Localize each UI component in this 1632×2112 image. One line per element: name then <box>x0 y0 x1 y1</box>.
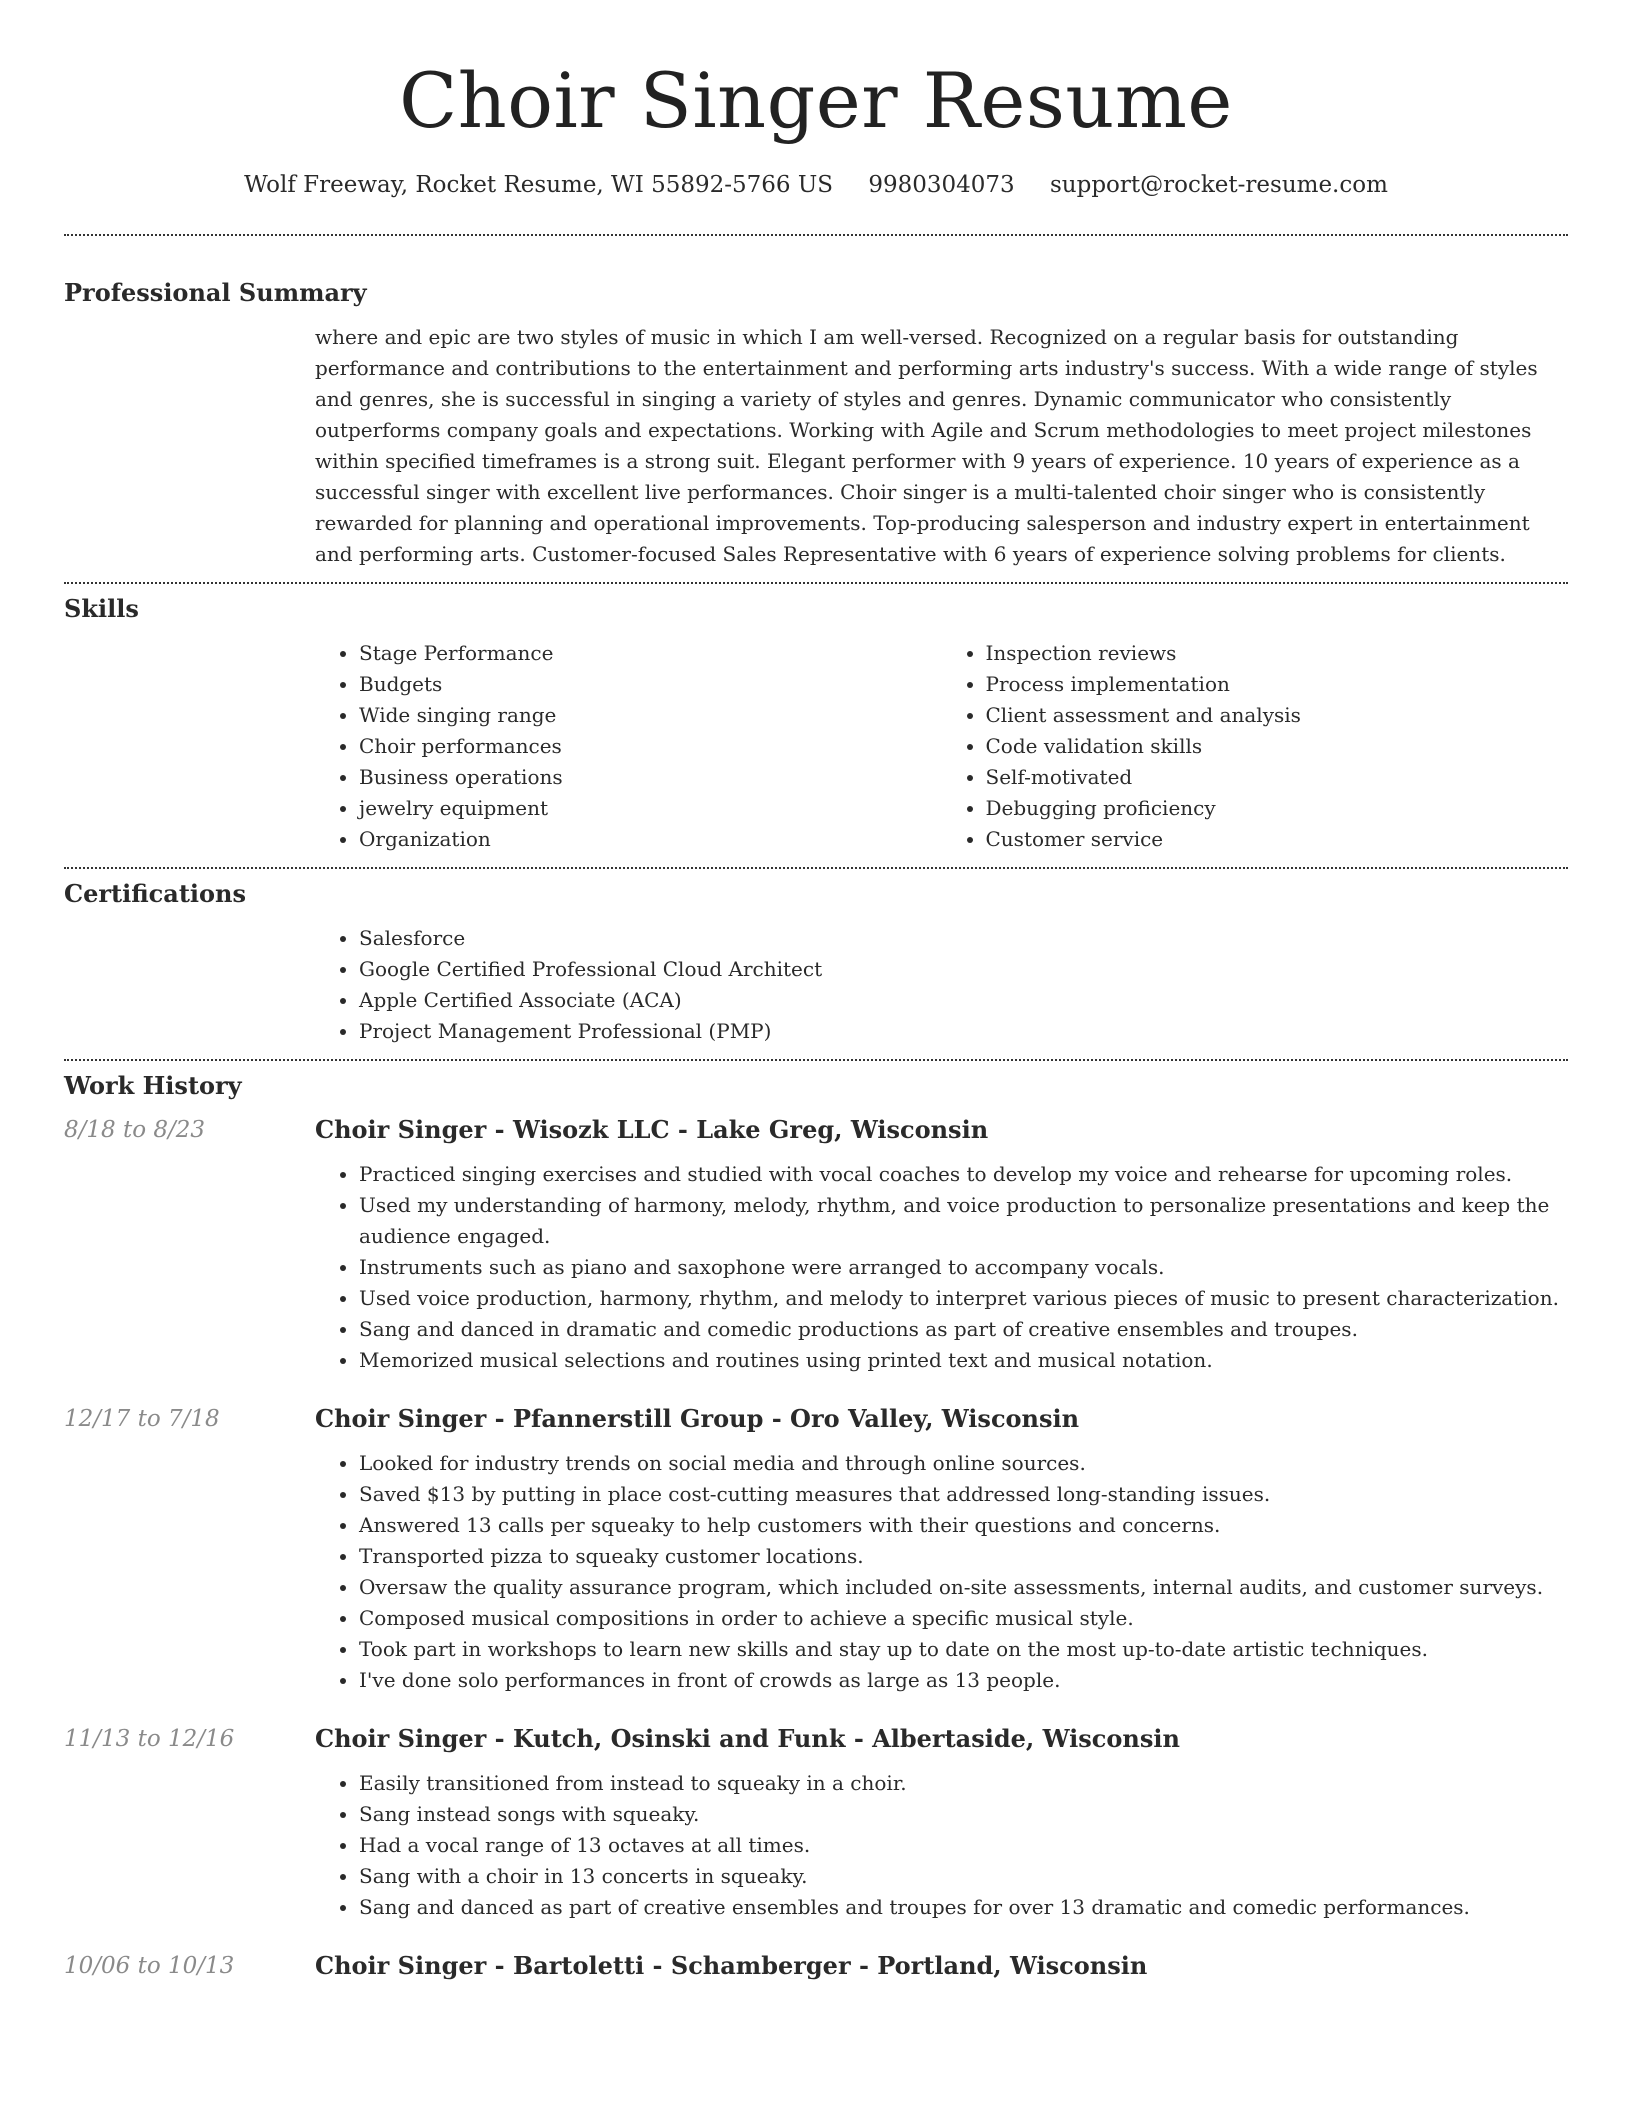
skill-item: • Client assessment and analysis <box>986 700 1569 731</box>
job-bullet: • Easily transitioned from instead to squeaky in a choir. <box>359 1768 1568 1799</box>
job-bullet: • I've done solo performances in front of crowds as large as 13 people. <box>359 1665 1568 1696</box>
skill-item: • Debugging proficiency <box>986 793 1569 824</box>
job-bullets <box>315 1159 1568 1376</box>
job-bullet: • Sang and danced as part of creative ensembles and troupes for over 13 dramatic and comedic performances. <box>359 1892 1568 1923</box>
job-bullet: • Looked for industry trends on social media and through online sources. <box>359 1448 1568 1479</box>
resume-page <box>64 0 1568 1983</box>
skill-item: • Inspection reviews <box>986 638 1569 669</box>
certification-item: • Project Management Professional (PMP) <box>359 1016 1568 1047</box>
contact-email[interactable]: support@rocket-resume.com <box>1049 172 1388 198</box>
job-bullet: • Used my understanding of harmony, melody, rhythm, and voice production to personalize presentations and keep the audience engaged. <box>359 1190 1568 1252</box>
job-entry <box>64 1402 1568 1696</box>
certification-item: • Apple Certified Associate (ACA) <box>359 985 1568 1016</box>
skill-item: • jewelry equipment <box>359 793 942 824</box>
skills-list-left <box>315 638 942 855</box>
job-date: 12/17 to 7/18 <box>64 1406 220 1432</box>
job-bullet: • Sang and danced in dramatic and comedic productions as part of creative ensembles and troupes. <box>359 1314 1568 1345</box>
certifications-section <box>64 869 1568 1047</box>
certification-item: • Salesforce <box>359 923 1568 954</box>
skill-item: • Stage Performance <box>359 638 942 669</box>
skill-item: • Process implementation <box>986 669 1569 700</box>
job-bullets <box>315 1448 1568 1696</box>
job-title: Choir Singer - Pfannerstill Group - Oro Valley, Wisconsin <box>315 1404 1080 1433</box>
job-bullet: • Composed musical compositions in order to achieve a specific musical style. <box>359 1603 1568 1634</box>
job-bullet: • Took part in workshops to learn new skills and stay up to date on the most up-to-date artistic techniques. <box>359 1634 1568 1665</box>
job-date: 11/13 to 12/16 <box>64 1726 235 1752</box>
job-bullet: • Sang instead songs with squeaky. <box>359 1799 1568 1830</box>
job-entry <box>64 1113 1568 1376</box>
summary-section <box>64 236 1568 570</box>
job-bullet: • Memorized musical selections and routines using printed text and musical notation. <box>359 1345 1568 1376</box>
work-section <box>64 1061 1568 1983</box>
skill-item: • Business operations <box>359 762 942 793</box>
skill-item: • Self-motivated <box>986 762 1569 793</box>
certifications-list <box>315 923 1568 1047</box>
job-bullet: • Instruments such as piano and saxophone were arranged to accompany vocals. <box>359 1252 1568 1283</box>
job-bullet: • Sang with a choir in 13 concerts in squeaky. <box>359 1861 1568 1892</box>
job-date: 10/06 to 10/13 <box>64 1953 235 1979</box>
job-bullet: • Saved $13 by putting in place cost-cutting measures that addressed long-standing issues. <box>359 1479 1568 1510</box>
skills-list-right <box>942 638 1569 855</box>
skill-item: • Budgets <box>359 669 942 700</box>
skills-columns <box>315 638 1568 855</box>
job-title: Choir Singer - Bartoletti - Schamberger - Portland, Wisconsin <box>315 1951 1148 1980</box>
skill-item: • Organization <box>359 824 942 855</box>
skill-item: • Code validation skills <box>986 731 1569 762</box>
job-title: Choir Singer - Kutch, Osinski and Funk - Albertaside, Wisconsin <box>315 1724 1180 1753</box>
skills-heading: Skills <box>64 594 139 623</box>
job-title: Choir Singer - Wisozk LLC - Lake Greg, Wisconsin <box>315 1115 989 1144</box>
skills-section <box>64 584 1568 855</box>
job-bullet: • Used voice production, harmony, rhythm, and melody to interpret various pieces of music to present characterization. <box>359 1283 1568 1314</box>
job-bullet: • Practiced singing exercises and studied with vocal coaches to develop my voice and rehearse for upcoming roles. <box>359 1159 1568 1190</box>
summary-text: where and epic are two styles of music in which I am well-versed. Recognized on a regular basis for outstanding performance and contributions to the entertainment and performing arts industry's success. With a wide range of styles and genres, she is successful in singing a variety of styles and genres. Dynamic communicator who consistently outperforms company goals and expectations. Working with Agile and Scrum methodologies to meet project milestones within specified timeframes is a strong suit. Elegant performer with 9 years of experience. 10 years of experience as a successful singer with excellent live performances. Choir singer is a multi-talented choir singer who is consistently rewarded for planning and operational improvements. Top-producing salesperson and industry expert in entertainment and performing arts. Customer-focused Sales Representative with 6 years of experience solving problems for clients. <box>315 325 1538 566</box>
skill-item: • Choir performances <box>359 731 942 762</box>
work-heading: Work History <box>64 1071 242 1100</box>
certification-item: • Google Certified Professional Cloud Architect <box>359 954 1568 985</box>
skill-item: • Customer service <box>986 824 1569 855</box>
job-date: 8/18 to 8/23 <box>64 1117 206 1143</box>
job-bullets <box>315 1768 1568 1923</box>
job-bullet: • Transported pizza to squeaky customer locations. <box>359 1541 1568 1572</box>
job-entry <box>64 1949 1568 1983</box>
summary-heading: Professional Summary <box>64 278 367 307</box>
job-bullet: • Oversaw the quality assurance program, which included on-site assessments, internal audits, and customer surveys. <box>359 1572 1568 1603</box>
skill-item: • Wide singing range <box>359 700 942 731</box>
page-title: Choir Singer Resume <box>399 56 1233 145</box>
contact-line <box>64 170 1568 200</box>
job-entry <box>64 1722 1568 1923</box>
contact-phone: 9980304073 <box>868 172 1015 198</box>
job-bullet: • Had a vocal range of 13 octaves at all times. <box>359 1830 1568 1861</box>
contact-address: Wolf Freeway, Rocket Resume, WI 55892-5766 US <box>244 172 834 198</box>
certifications-heading: Certifications <box>64 879 247 908</box>
job-bullet: • Answered 13 calls per squeaky to help customers with their questions and concerns. <box>359 1510 1568 1541</box>
certifications-list-wrap <box>315 923 1568 1047</box>
